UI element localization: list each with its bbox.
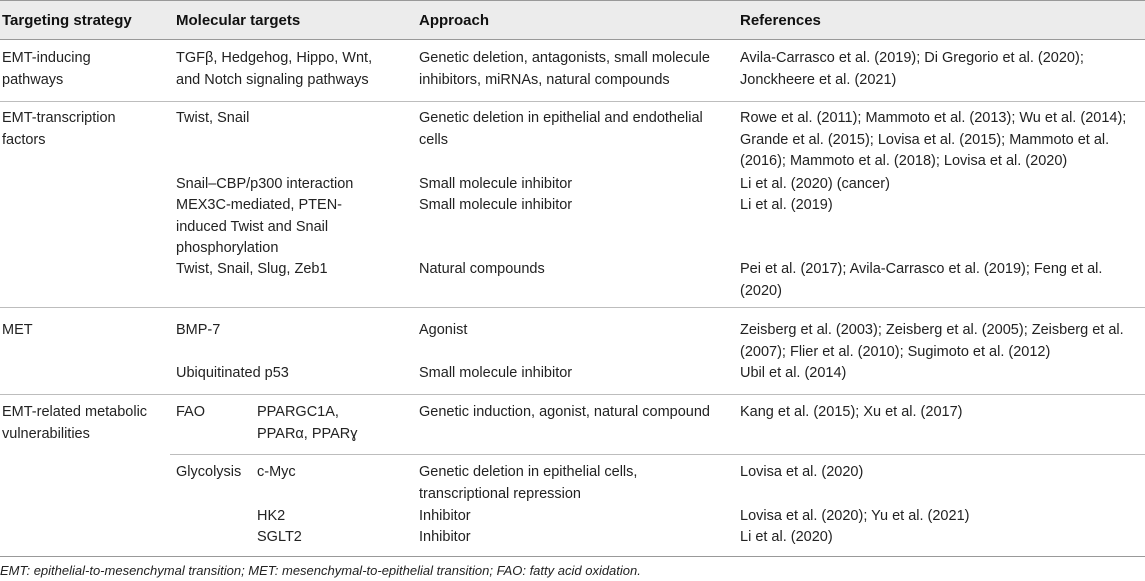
- strategy-cell: [2, 402, 147, 445]
- header-molecular-targets: Molecular targets: [176, 12, 301, 29]
- cell-line: Inhibitor: [419, 529, 471, 545]
- cell-line: Kang et al. (2015); Xu et al. (2017): [740, 404, 963, 420]
- cell-line: BMP-7: [176, 322, 221, 338]
- approach-cell: [419, 462, 637, 505]
- references-cell: [740, 195, 833, 217]
- cell-line: Inhibitor: [419, 508, 471, 524]
- header-targeting-strategy: Targeting strategy: [2, 12, 132, 29]
- cell-line: TGFβ, Hedgehog, Hippo, Wnt,: [176, 50, 373, 66]
- cell-line: c-Myc: [257, 464, 296, 480]
- references-cell: [740, 259, 1102, 302]
- cell-line: Natural compounds: [419, 261, 545, 277]
- references-cell: [740, 462, 863, 484]
- subgroup-cell: [176, 462, 241, 484]
- references-cell: [740, 527, 833, 549]
- approach-cell: [419, 174, 572, 196]
- cell-line: Snail–CBP/p300 interaction: [176, 176, 354, 192]
- cell-line: transcriptional repression: [419, 485, 581, 502]
- cell-line: inhibitors, miRNAs, natural compounds: [419, 71, 670, 88]
- cell-line: Avila-Carrasco et al. (2019); Di Gregorio et al. (2020);: [740, 50, 1084, 66]
- cell-line: PPARGC1A,: [257, 404, 339, 420]
- cell-line: (2020): [740, 282, 782, 299]
- cell-line: vulnerabilities: [2, 425, 90, 442]
- table-bottom-rule: [0, 556, 1145, 557]
- row-divider: [0, 307, 1145, 308]
- targets-cell: [176, 259, 328, 281]
- references-cell: [740, 108, 1126, 173]
- cell-line: Zeisberg et al. (2003); Zeisberg et al. (2005); Zeisberg et al.: [740, 322, 1124, 338]
- cell-line: (2016); Mammoto et al. (2018); Lovisa et al. (2020): [740, 153, 1068, 169]
- cell-line: FAO: [176, 404, 206, 420]
- subgroup-divider: [170, 454, 1145, 455]
- targets-cell: [176, 108, 249, 130]
- cell-line: phosphorylation: [176, 240, 279, 256]
- cell-line: EMT-inducing: [2, 50, 91, 66]
- approach-cell: [419, 527, 471, 549]
- approach-cell: [419, 259, 545, 281]
- cell-line: EMT-transcription: [2, 110, 116, 126]
- cell-line: EMT-related metabolic: [2, 404, 148, 420]
- cell-line: Ubil et al. (2014): [740, 365, 847, 381]
- cell-line: (2007); Flier et al. (2010); Sugimoto et al. (2012): [740, 343, 1051, 360]
- targets-cell: [176, 48, 372, 91]
- approach-cell: [419, 320, 467, 342]
- cell-line: cells: [419, 131, 449, 148]
- row-divider: [0, 101, 1145, 102]
- approach-cell: [419, 506, 471, 528]
- cell-line: Rowe et al. (2011); Mammoto et al. (2013); Wu et al. (2014);: [740, 110, 1127, 126]
- cell-line: Glycolysis: [176, 464, 242, 480]
- cell-line: and Notch signaling pathways: [176, 71, 369, 88]
- cell-line: Pei et al. (2017); Avila-Carrasco et al. (2019); Feng et al.: [740, 261, 1103, 277]
- strategy-cell: [2, 48, 91, 91]
- references-cell: [740, 48, 1084, 91]
- table-header: [0, 0, 1145, 40]
- approach-cell: [419, 402, 710, 424]
- cell-line: HK2: [257, 508, 286, 524]
- targets-cell: [176, 320, 220, 342]
- strategy-cell: [2, 320, 33, 342]
- cell-line: Genetic deletion in epithelial cells,: [419, 464, 638, 480]
- row-divider: [0, 394, 1145, 395]
- cell-line: Small molecule inhibitor: [419, 365, 573, 381]
- targets-cell: [257, 402, 358, 445]
- approach-cell: [419, 48, 710, 91]
- cell-line: Jonckheere et al. (2021): [740, 71, 897, 88]
- targets-cell: [176, 174, 353, 196]
- cell-line: Grande et al. (2015); Lovisa et al. (2015); Mammoto et al.: [740, 131, 1110, 148]
- cell-line: Lovisa et al. (2020); Yu et al. (2021): [740, 508, 970, 524]
- cell-line: factors: [2, 131, 46, 148]
- subgroup-cell: [176, 402, 205, 424]
- targets-cell: [257, 462, 296, 484]
- cell-line: Genetic deletion in epithelial and endothelial: [419, 110, 703, 126]
- cell-line: Li et al. (2020): [740, 529, 833, 545]
- strategy-cell: [2, 108, 116, 151]
- cell-line: induced Twist and Snail: [176, 218, 329, 235]
- references-cell: [740, 320, 1124, 363]
- cell-line: MEX3C-mediated, PTEN-: [176, 197, 342, 213]
- cell-line: Lovisa et al. (2020): [740, 464, 864, 480]
- references-cell: [740, 402, 962, 424]
- cell-line: Small molecule inhibitor: [419, 176, 573, 192]
- cell-line: Twist, Snail: [176, 110, 250, 126]
- targets-cell: [257, 506, 285, 528]
- approach-cell: [419, 363, 572, 385]
- approach-cell: [419, 195, 572, 217]
- cell-line: pathways: [2, 71, 64, 88]
- cell-line: Genetic induction, agonist, natural compound: [419, 404, 710, 420]
- cell-line: Twist, Snail, Slug, Zeb1: [176, 261, 328, 277]
- targets-cell: [176, 195, 342, 260]
- header-approach: Approach: [419, 12, 490, 29]
- cell-line: Genetic deletion, antagonists, small molecule: [419, 50, 710, 66]
- references-cell: [740, 174, 890, 196]
- approach-cell: [419, 108, 703, 151]
- cell-line: Ubiquitinated p53: [176, 365, 289, 381]
- cell-line: Agonist: [419, 322, 468, 338]
- targets-cell: [257, 527, 302, 549]
- references-cell: [740, 363, 846, 385]
- table-footnote: EMT: epithelial-to-mesenchymal transition; MET: mesenchymal-to-epithelial transition; FAO: fatty acid oxidation.: [0, 563, 641, 578]
- cell-line: MET: [2, 322, 33, 338]
- cell-line: Small molecule inhibitor: [419, 197, 573, 213]
- targets-cell: [176, 363, 289, 385]
- cell-line: SGLT2: [257, 529, 302, 545]
- header-references: References: [740, 12, 821, 29]
- cell-line: Li et al. (2020) (cancer): [740, 176, 890, 192]
- references-cell: [740, 506, 969, 528]
- cell-line: PPARα, PPARɣ: [257, 425, 358, 442]
- cell-line: Li et al. (2019): [740, 197, 833, 213]
